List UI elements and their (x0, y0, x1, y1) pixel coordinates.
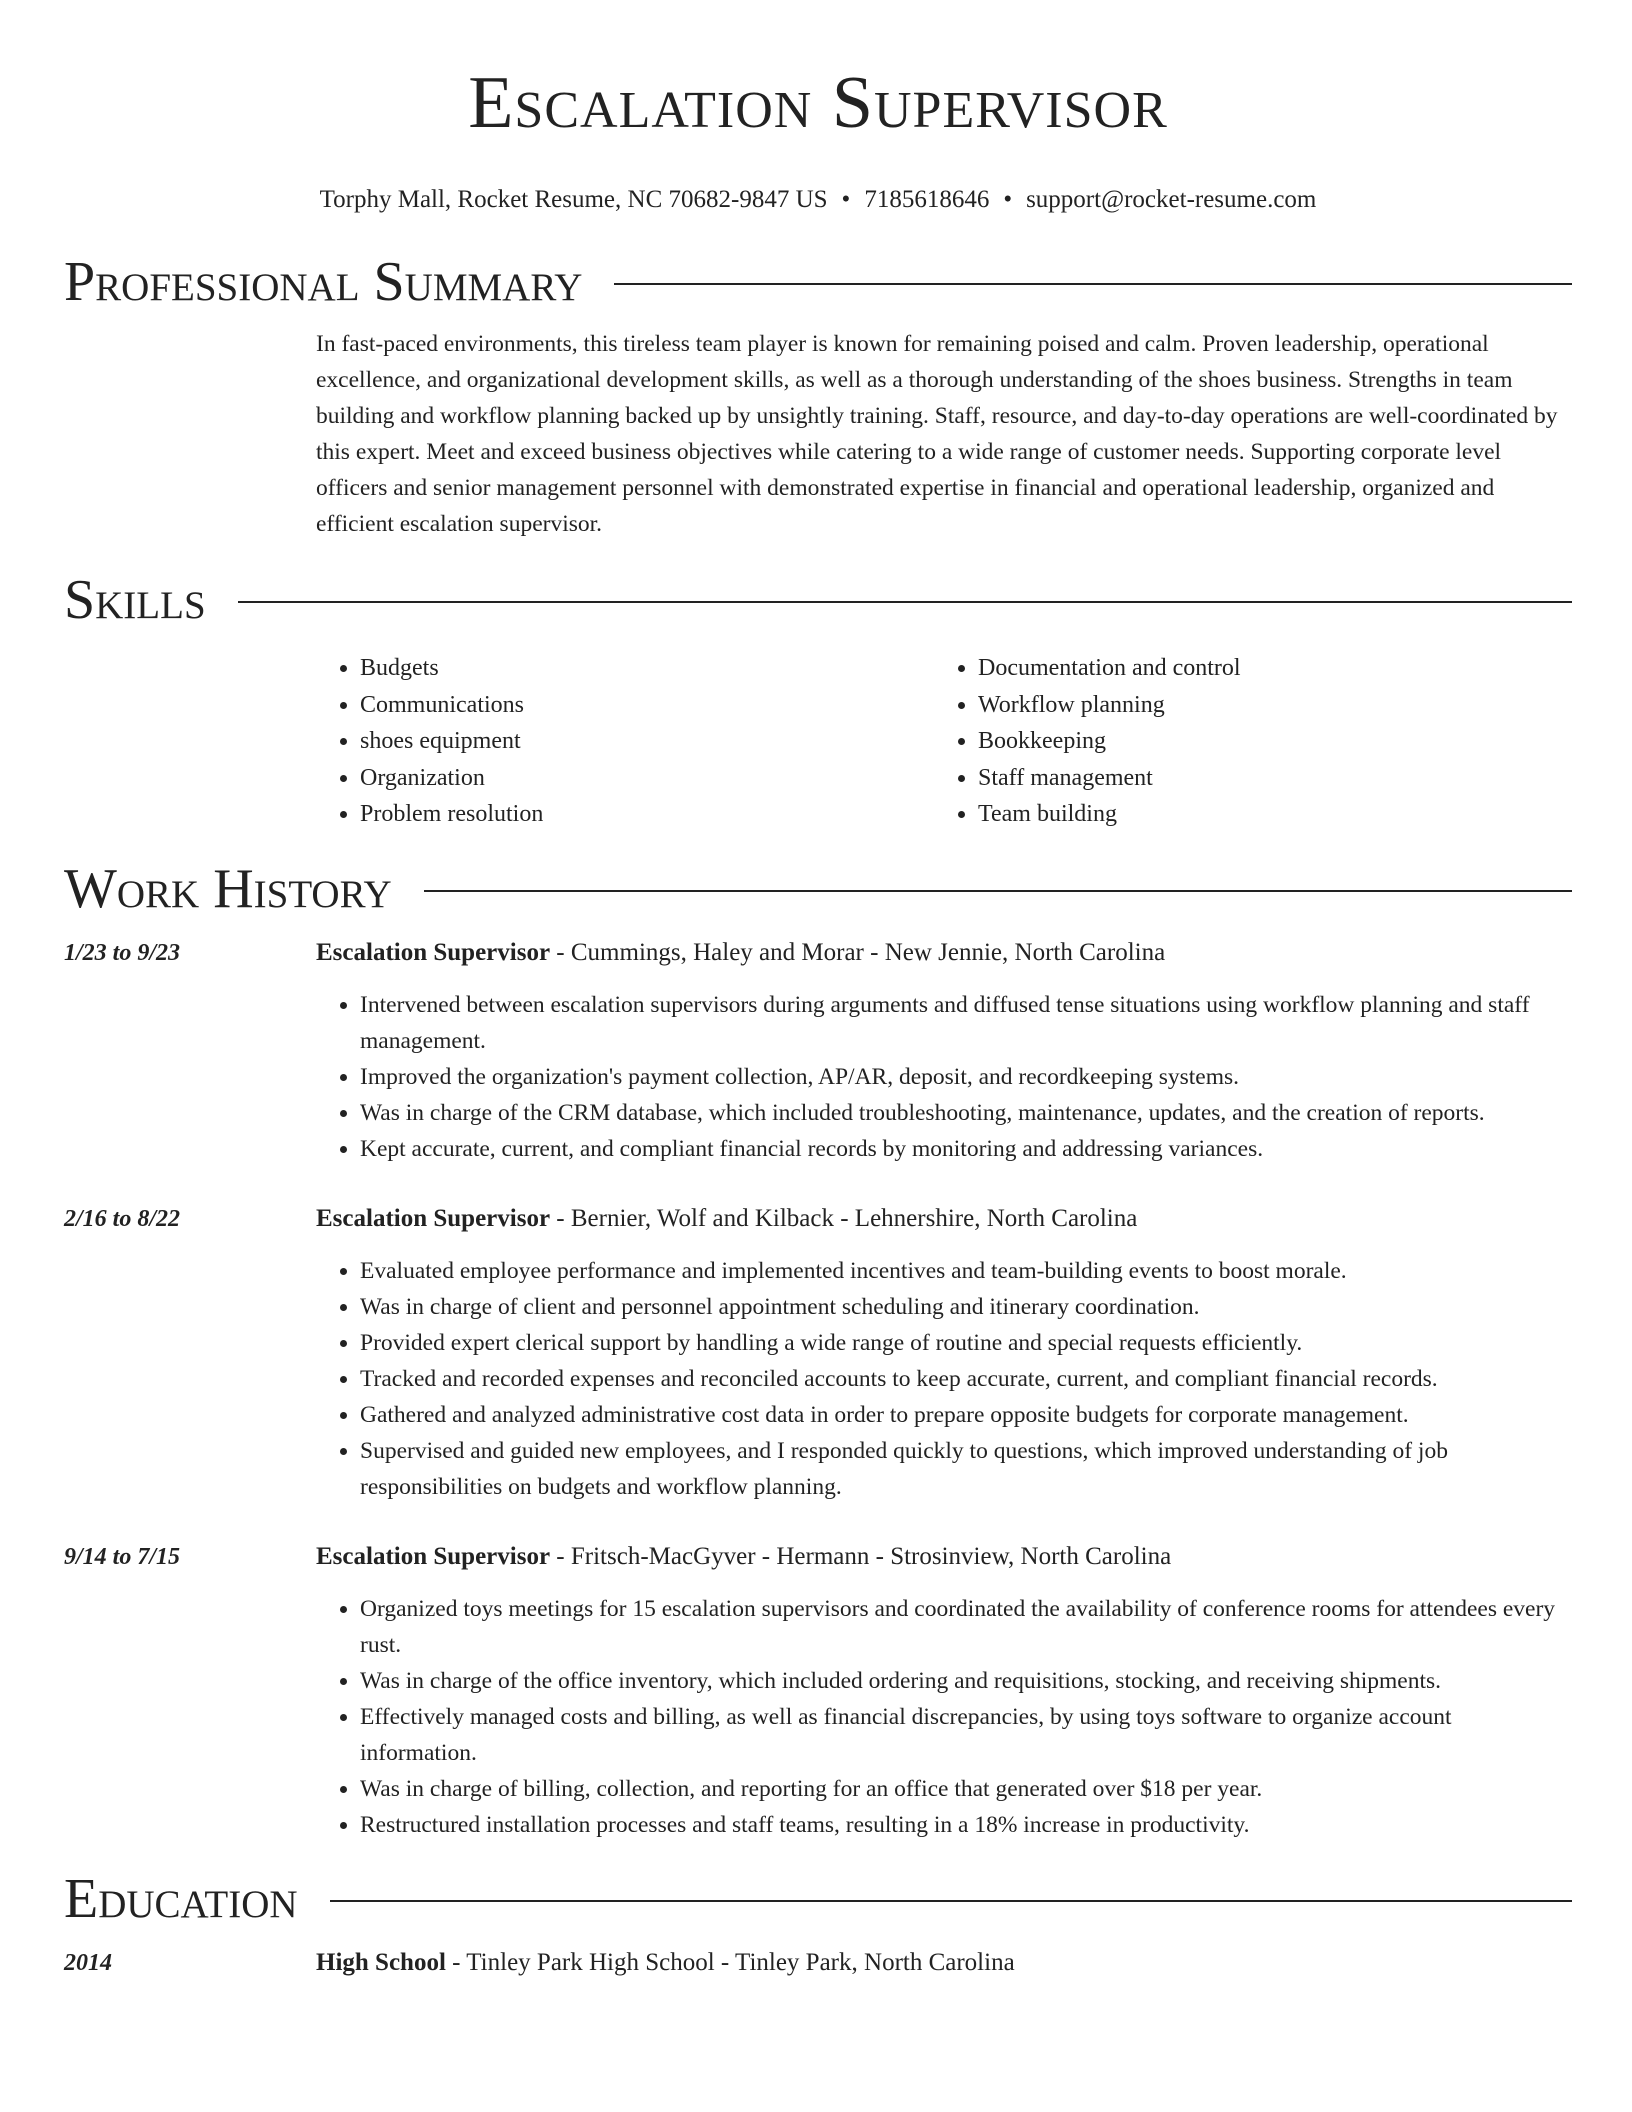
skills-section-header (64, 568, 1572, 632)
section-divider (614, 283, 1572, 285)
job-dates: 2/16 to 8/22 (64, 1205, 181, 1232)
job-dates: 9/14 to 7/15 (64, 1543, 181, 1570)
contact-separator: • (841, 186, 851, 213)
job-bullet: • Organized toys meetings for 15 escalation supervisors and coordinated the availability of conference rooms for attendees every rust. (360, 1591, 1572, 1663)
job-entry (64, 1539, 1572, 1843)
job-details: - Cummings, Haley and Morar - New Jennie, North Carolina (550, 938, 1166, 966)
section-divider (330, 1900, 1572, 1902)
summary-section (316, 326, 1572, 542)
resume-page (64, 0, 1572, 1981)
job-bullet: • Intervened between escalation supervisors during arguments and diffused tense situations using workflow planning and staff management. (360, 987, 1572, 1059)
skill-item: • Workflow planning (978, 687, 1552, 724)
job-bullets (316, 1591, 1572, 1843)
contact-line (64, 184, 1572, 216)
skill-item: • Team building (978, 796, 1552, 833)
job-heading (316, 935, 1572, 971)
skill-item: • Communications (360, 687, 934, 724)
job-role: Escalation Supervisor (316, 1204, 551, 1232)
job-bullet: • Was in charge of client and personnel appointment scheduling and itinerary coordination. (360, 1289, 1572, 1325)
skill-item: • Problem resolution (360, 796, 934, 833)
job-bullet: • Was in charge of billing, collection, and reporting for an office that generated over $18 per year. (360, 1771, 1572, 1807)
contact-separator: • (1003, 186, 1013, 213)
job-role: Escalation Supervisor (316, 938, 551, 966)
skills-list (316, 650, 1572, 833)
job-bullet: • Restructured installation processes and staff teams, resulting in a 18% increase in productivity. (360, 1807, 1572, 1843)
section-divider (238, 601, 1572, 603)
job-details: - Bernier, Wolf and Kilback - Lehnershire, North Carolina (550, 1204, 1138, 1232)
skills-column-left (316, 650, 934, 833)
education-heading (316, 1945, 1572, 1981)
summary-title: Professional Summary (64, 251, 583, 313)
job-details: - Fritsch-MacGyver - Hermann - Strosinview, North Carolina (550, 1542, 1172, 1570)
work-title: Work History (64, 857, 392, 920)
job-bullet: • Supervised and guided new employees, and I responded quickly to questions, which improved understanding of job responsibilities on budgets and workflow planning. (360, 1433, 1572, 1505)
education-title: Education (64, 1867, 298, 1930)
section-divider (424, 890, 1572, 892)
work-section-header (64, 857, 1572, 921)
job-bullets (316, 1253, 1572, 1505)
job-bullet: • Improved the organization's payment collection, AP/AR, deposit, and recordkeeping systems. (360, 1059, 1572, 1095)
job-content (316, 1201, 1572, 1505)
job-entry (64, 935, 1572, 1167)
skills-title: Skills (64, 569, 206, 631)
contact-phone: 7185618646 (864, 186, 990, 213)
job-bullet: • Evaluated employee performance and implemented incentives and team-building events to boost morale. (360, 1253, 1572, 1289)
summary-section-header (64, 250, 1572, 314)
candidate-name: Escalation Supervisor (468, 62, 1168, 144)
skill-item: • shoes equipment (360, 723, 934, 760)
education-entry (64, 1945, 1572, 1981)
job-bullet: • Provided expert clerical support by handling a wide range of routine and special requests efficiently. (360, 1325, 1572, 1361)
skill-item: • Budgets (360, 650, 934, 687)
education-content (316, 1945, 1572, 1981)
education-degree: High School (316, 1948, 446, 1976)
job-heading (316, 1201, 1572, 1237)
job-bullets (316, 987, 1572, 1167)
job-content (316, 1539, 1572, 1843)
skills-column-right (934, 650, 1552, 833)
job-entry (64, 1201, 1572, 1505)
job-bullet: • Tracked and recorded expenses and reconciled accounts to keep accurate, current, and compliant financial records. (360, 1361, 1572, 1397)
job-role: Escalation Supervisor (316, 1542, 551, 1570)
skill-item: • Staff management (978, 760, 1552, 797)
skill-item: • Bookkeeping (978, 723, 1552, 760)
job-dates: 1/23 to 9/23 (64, 939, 181, 966)
education-year: 2014 (64, 1949, 112, 1976)
job-bullet: • Gathered and analyzed administrative cost data in order to prepare opposite budgets for corporate management. (360, 1397, 1572, 1433)
education-section-header (64, 1867, 1572, 1931)
skill-item: • Organization (360, 760, 934, 797)
job-heading (316, 1539, 1572, 1575)
contact-address: Torphy Mall, Rocket Resume, NC 70682-9847 US (319, 186, 828, 213)
skill-item: • Documentation and control (978, 650, 1552, 687)
job-bullet: • Was in charge of the CRM database, which included troubleshooting, maintenance, updates, and the creation of reports. (360, 1095, 1572, 1131)
job-bullet: • Was in charge of the office inventory, which included ordering and requisitions, stocking, and receiving shipments. (360, 1663, 1572, 1699)
summary-text: In fast-paced environments, this tireless team player is known for remaining poised and calm. Proven leadership, operational excellence, and organizational development skills, as well as a thorough understanding of the shoes business. Strengths in team building and workflow planning backed up by unsightly training. Staff, resource, and day-to-day operations are well-coordinated by this expert. Meet and exceed business objectives while catering to a wide range of customer needs. Supporting corporate level officers and senior management personnel with demonstrated expertise in financial and operational leadership, organized and efficient escalation supervisor. (316, 331, 1558, 537)
education-details: - Tinley Park High School - Tinley Park, North Carolina (445, 1948, 1015, 1976)
job-bullet: • Kept accurate, current, and compliant financial records by monitoring and addressing variances. (360, 1131, 1572, 1167)
job-bullet: • Effectively managed costs and billing, as well as financial discrepancies, by using toys software to organize account information. (360, 1699, 1572, 1771)
job-content (316, 935, 1572, 1167)
contact-email: support@rocket-resume.com (1026, 186, 1317, 213)
